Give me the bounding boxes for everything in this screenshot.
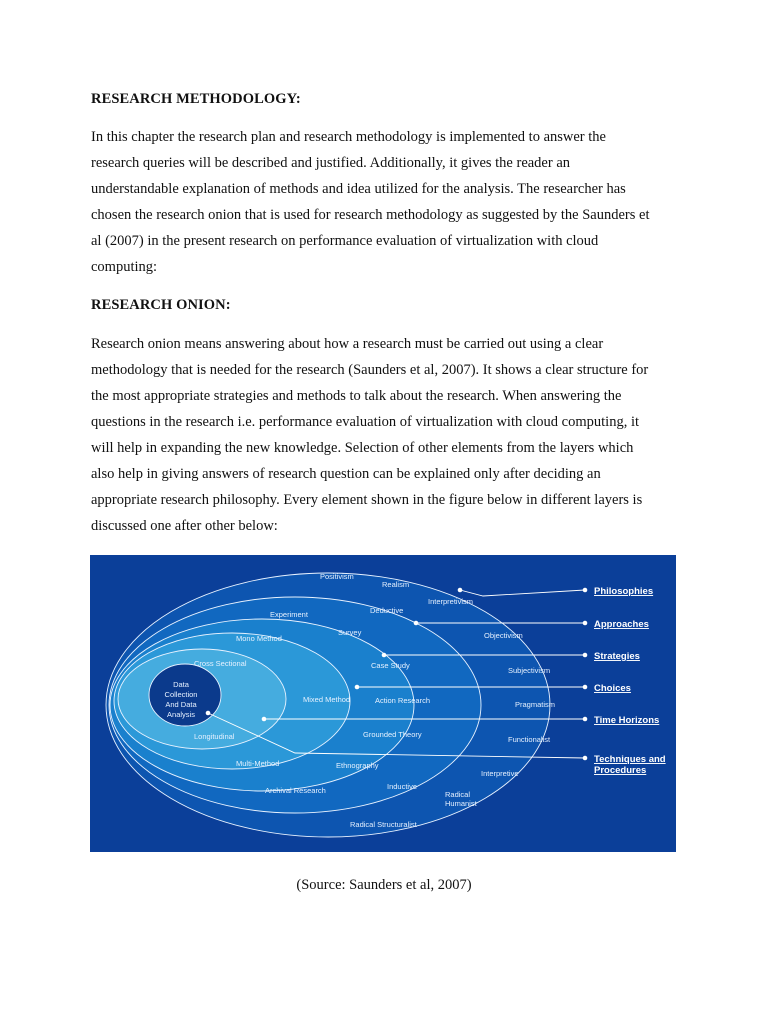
paragraph-line: discussed one after other below: bbox=[91, 518, 278, 534]
label-interpretive: Interpretive bbox=[481, 769, 519, 778]
research-onion-diagram bbox=[90, 555, 676, 852]
label-subjectivism: Subjectivism bbox=[508, 666, 551, 675]
label-archival-research: Archival Research bbox=[265, 786, 326, 795]
paragraph-line: Research onion means answering about how a research must be carried out using a clear bbox=[91, 336, 604, 352]
paragraph-line: appropriate research philosophy. Every element shown in the figure below in different layers is bbox=[91, 492, 643, 508]
core-label-line2: Collection bbox=[164, 690, 198, 699]
label-radical-humanist-line1: Radical bbox=[445, 790, 471, 799]
paragraph-line: al (2007) in the present research on performance evaluation of virtualization with cloud bbox=[91, 233, 599, 249]
category-techniques-line1: Techniques and bbox=[594, 754, 666, 765]
paragraph-line: computing: bbox=[91, 259, 158, 275]
heading-research-onion: RESEARCH ONION: bbox=[91, 297, 231, 313]
label-mono-method: Mono Method bbox=[236, 634, 282, 643]
label-inductive: Inductive bbox=[387, 782, 418, 791]
paragraph-research-onion bbox=[91, 331, 681, 539]
label-longitudinal: Longitudinal bbox=[194, 732, 235, 741]
label-realism: Realism bbox=[382, 580, 410, 589]
research-onion-figure bbox=[90, 555, 676, 852]
label-mixed-method: Mixed Method bbox=[303, 695, 351, 704]
label-case-study: Case Study bbox=[371, 661, 410, 670]
label-multi-method: Multi-Method bbox=[236, 759, 280, 768]
paragraph-line: will help in expanding the new knowledge. Selection of other elements from the layers which bbox=[91, 440, 634, 456]
label-cross-sectional: Cross Sectional bbox=[194, 659, 247, 668]
paragraph-intro bbox=[91, 124, 681, 280]
label-experiment: Experiment bbox=[270, 610, 308, 619]
paragraph-line: research queries will be described and justified. Additionally, it gives the reader an bbox=[91, 155, 571, 171]
category-philosophies: Philosophies bbox=[594, 586, 654, 597]
figure-caption: (Source: Saunders et al, 2007) bbox=[296, 877, 472, 893]
label-survey: Survey bbox=[338, 628, 362, 637]
paragraph-line: also help in giving answers of research question can be explained only after deciding an bbox=[91, 466, 601, 482]
core-label-line3: And Data bbox=[165, 700, 197, 709]
label-radical-structuralist: Radical Structuralist bbox=[350, 820, 417, 829]
core-label-line1: Data bbox=[173, 680, 189, 689]
category-strategies: Strategies bbox=[594, 651, 640, 662]
label-action-research: Action Research bbox=[375, 696, 431, 705]
label-pragmatism: Pragmatism bbox=[515, 700, 556, 709]
paragraph-line: chosen the research onion that is used for research methodology as suggested by the Saunders et bbox=[91, 207, 650, 223]
paragraph-line: methodology that is needed for the research (Saunders et al, 2007). It shows a clear structure for bbox=[91, 362, 649, 378]
label-grounded-theory: Grounded Theory bbox=[363, 730, 422, 739]
label-radical-humanist-line2: Humanist bbox=[445, 799, 477, 808]
label-ethnography: Ethnography bbox=[336, 761, 379, 770]
label-functionalist: Functionalist bbox=[508, 735, 551, 744]
paragraph-line: In this chapter the research plan and research methodology is implemented to answer the bbox=[91, 129, 606, 145]
heading-research-methodology: RESEARCH METHODOLOGY: bbox=[91, 91, 301, 107]
core-label-line4: Analysis bbox=[167, 710, 195, 719]
label-deductive: Deductive bbox=[370, 606, 404, 615]
label-interpretivism: Interpretivism bbox=[428, 597, 474, 606]
paragraph-line: understandable explanation of methods and idea utilized for the analysis. The researcher has bbox=[91, 181, 626, 197]
label-objectivism: Objectivism bbox=[484, 631, 523, 640]
label-positivism: Positivism bbox=[320, 572, 354, 581]
category-approaches: Approaches bbox=[594, 619, 649, 630]
category-choices: Choices bbox=[594, 683, 631, 694]
category-techniques-line2: Procedures bbox=[594, 765, 647, 776]
category-time-horizons: Time Horizons bbox=[594, 715, 660, 726]
paragraph-line: questions in the research i.e. performance evaluation of virtualization with cloud computing, it bbox=[91, 414, 640, 430]
paragraph-line: the most appropriate strategies and methods to talk about the research. When answering the bbox=[91, 388, 622, 404]
